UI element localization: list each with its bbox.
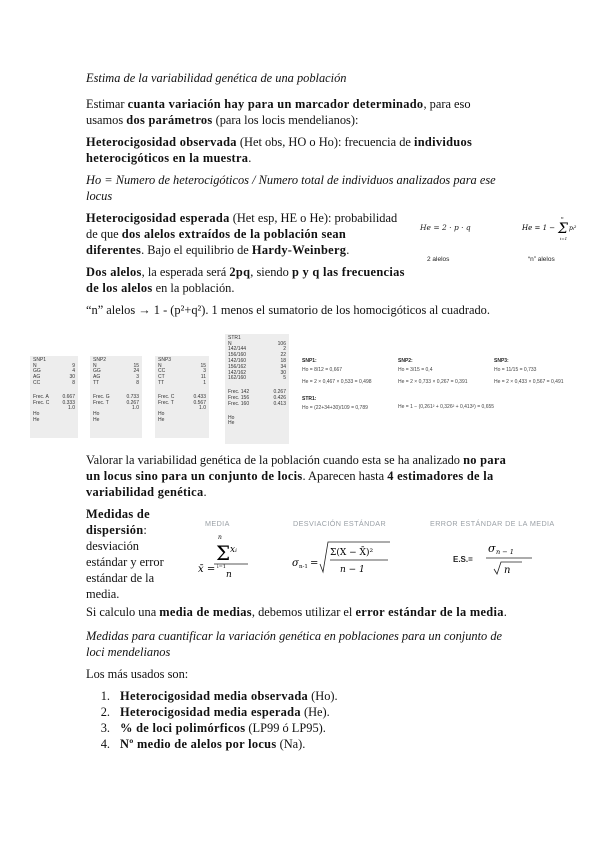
standard-error-formula	[482, 536, 552, 578]
es-label: E.S.=	[453, 555, 473, 564]
label-desviacion: DESVIACIÓN ESTÁNDAR	[293, 519, 387, 528]
dispersion-paragraph: Medidas de dispersión: desviación estándar y error estándar de la media.	[86, 507, 164, 601]
svg-text:σ: σ	[488, 542, 496, 555]
svg-text:=: =	[310, 558, 319, 569]
svg-text:Σ(X − X̄)²: Σ(X − X̄)²	[330, 548, 374, 558]
svg-text:σ: σ	[292, 558, 299, 569]
svg-text:i=1: i=1	[560, 236, 568, 241]
svg-text:Σ: Σ	[216, 541, 231, 565]
label-error-estandar: ERROR ESTÁNDAR DE LA MEDIA	[430, 519, 555, 528]
svg-text:n: n	[504, 565, 511, 576]
snp3-calc: SNP3: Ho = 11/15 = 0,733 He = 2 × 0,433 × 0,567 = 0,491	[494, 358, 564, 385]
he-definition: Heterocigosidad esperada (Het esp, HE o He): probabilidad de que dos alelos extraídos de la población sean diferentes. Bajo el equilibrio de Hardy-Weinberg.	[86, 211, 398, 257]
list-item: 3. % de loci polimórficos (LP99 ó LP95).	[100, 721, 326, 735]
quantify-heading: Medidas para cuantificar la variación genética en poblaciones para un conjunto de loci mendelianos	[86, 629, 503, 659]
svg-text:n-1: n-1	[299, 564, 308, 570]
svg-text:pᵢ²: pᵢ²	[569, 225, 577, 232]
svg-text:i=1: i=1	[217, 564, 226, 570]
snp2-calc: SNP2: Ho = 3/15 = 0,4 He = 2 × 0,733 × 0,267 = 0,391	[398, 358, 468, 385]
svg-text:n: n	[218, 534, 222, 541]
snp1-calc: SNP1: Ho = 8/12 = 0,667 He = 2 × 0,467 × 0,533 = 0,498	[302, 358, 372, 385]
ho-definition: Heterocigosidad observada (Het obs, HO o Ho): frecuencia de individuos heterocigóticos en la muestra.	[86, 135, 473, 165]
caption-n-alleles: “n” alelos	[528, 256, 555, 263]
svg-text:n: n	[561, 215, 564, 220]
list-item: 1. Heterocigosidad media observada (Ho).	[100, 689, 338, 703]
str1-table: STR1 N 106 142/144 2 156/160 22 142/160 18 156/162 34 142/162 30 162/160 5 Frec. 142 0.267 Frec. 156 0.426 Frec. 160 0.413 Ho He	[225, 334, 289, 444]
sum-formula-graphic	[520, 212, 580, 244]
snp3-table: SNP3 N 15 CC 3 CT 11 TT 1 Frec. C 0.433 Frec. T 0.567 1.0 Ho He	[155, 356, 209, 438]
section-heading: Estima de la variabilidad genética de una población	[86, 71, 347, 85]
most-used-label: Los más usados son:	[86, 667, 189, 681]
svg-text:n − 1: n − 1	[496, 548, 514, 556]
ho-formula: Ho = Numero de heterocigóticos / Numero total de individuos analizados para ese locus	[86, 173, 496, 203]
std-dev-formula	[290, 534, 400, 584]
two-alleles-paragraph: Dos alelos, la esperada será 2pq, siendo p y q las frecuencias de los alelos en la población.	[86, 265, 405, 295]
svg-text:xᵢ: xᵢ	[230, 545, 237, 555]
svg-text:n: n	[226, 570, 232, 580]
snp1-table: SNP1 N 9 GG 4 AG 30 CC 8 Frec. A 0.667 Frec. C 0.333 1.0 Ho He	[30, 356, 78, 438]
intro-paragraph: Estimar cuanta variación hay para un marcador determinado, para eso usamos dos parámetros (para los locis mendelianos):	[86, 97, 471, 127]
str1-calc-ho: STR1: Ho = (22+34+30)/109 = 0,789	[302, 396, 368, 411]
label-media: MEDIA	[205, 519, 230, 528]
he-two-alleles-formula: He = 2 · p · q	[420, 223, 471, 232]
list-item: 4. Nº medio de alelos por locus (Na).	[100, 737, 306, 751]
snp2-table: SNP2 N 15 GG 24 AG 3 TT 8 Frec. G 0.733 Frec. T 0.267 1.0 Ho He	[90, 356, 142, 438]
n-alleles-paragraph: “n” alelos → 1 - (p²+q²). 1 menos el sumatorio de los homocigóticos al cuadrado.	[86, 303, 490, 317]
svg-text:He = 1 −: He = 1 −	[522, 224, 556, 232]
str1-calc-he: He = 1 − (0,261² + 0,326² + 0,413²) = 0,655	[398, 404, 495, 410]
svg-text:Σ: Σ	[558, 221, 568, 237]
he-n-alleles-formula	[520, 212, 580, 244]
svg-text:x̄ =: x̄ =	[198, 564, 216, 575]
caption-two-alleles: 2 alelos	[427, 256, 450, 263]
mean-formula	[192, 530, 272, 584]
mean-of-means-paragraph: Si calculo una media de medias, debemos utilizar el error estándar de la media.	[86, 605, 507, 619]
svg-text:n − 1: n − 1	[340, 565, 365, 575]
list-item: 2. Heterocigosidad media esperada (He).	[100, 705, 330, 719]
estimators-list	[86, 688, 506, 752]
multi-locus-paragraph: Valorar la variabilidad genética de la población cuando esta se ha analizado no para un locus sino para un conjunto de locis. Aparecen hasta 4 estimadores de la variabilidad genética.	[86, 453, 507, 499]
